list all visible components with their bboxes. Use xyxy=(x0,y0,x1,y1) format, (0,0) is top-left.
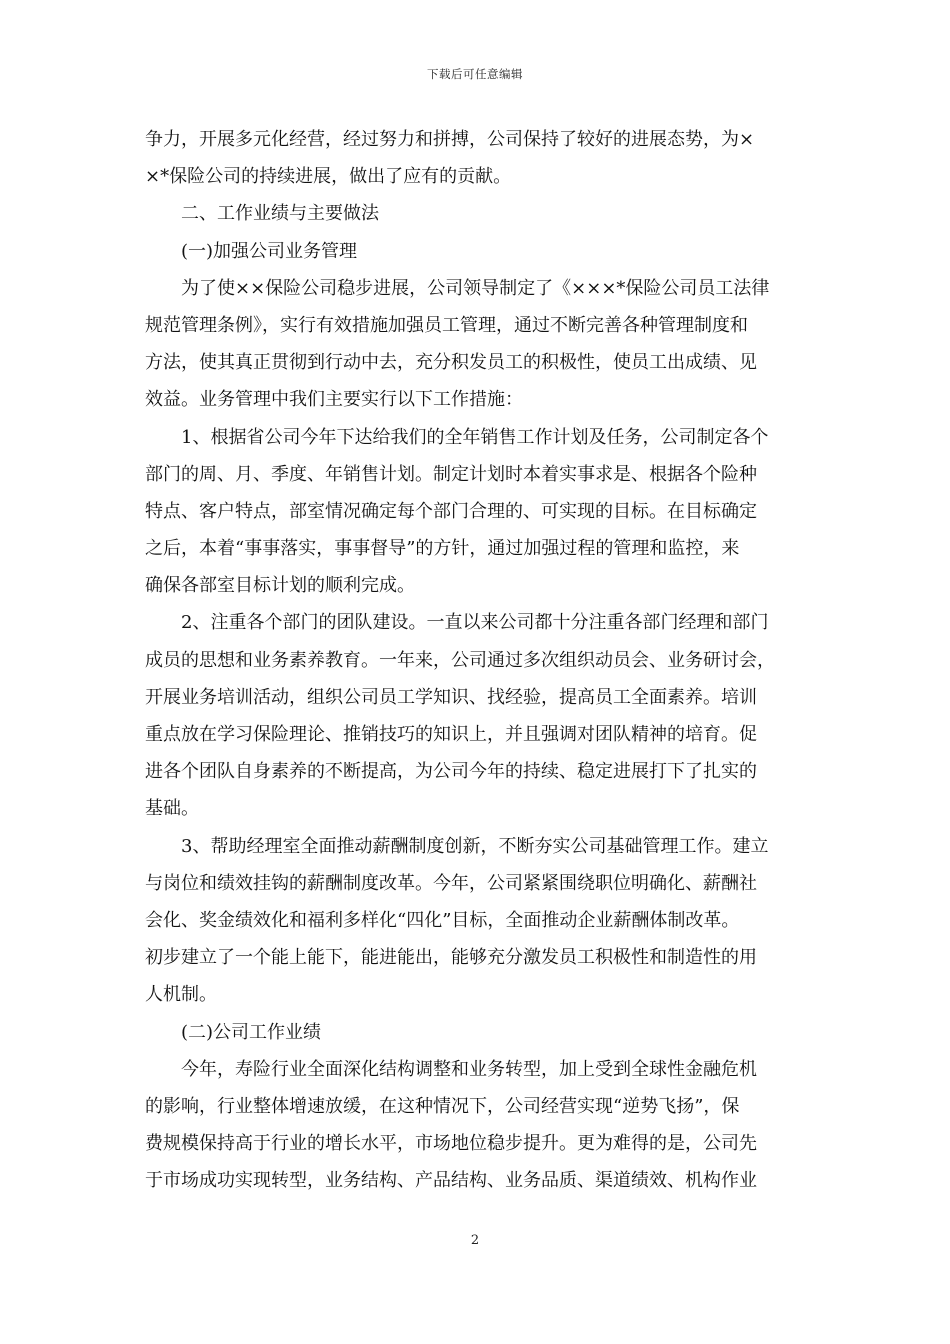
text-line: 今年，寿险行业全面深化结构调整和业务转型，加上受到全球性金融危机 xyxy=(181,1058,757,1080)
text-line: 3、帮助经理室全面推动薪酬制度创新，不断夯实公司基础管理工作。建立 xyxy=(181,835,769,857)
text-line: 部门的周、月、季度、年销售计划。制定计划时本着实事求是、根据各个险种 xyxy=(145,463,757,485)
text-line: 2、注重各个部门的团队建设。一直以来公司都十分注重各部门经理和部门 xyxy=(181,612,769,634)
text-line: ×*保险公司的持续进展，做出了应有的贡献。 xyxy=(145,166,512,188)
document-body xyxy=(145,121,807,1199)
text-line: (二)公司工作业绩 xyxy=(181,1021,322,1043)
text-line: 特点、客户特点，部室情况确定每个部门合理的、可实现的目标。在目标确定 xyxy=(145,500,757,522)
text-line: 费规模保持高于行业的增长水平，市场地位稳步提升。更为难得的是，公司先 xyxy=(145,1133,757,1155)
text-line: 的影响，行业整体增速放缓，在这种情况下，公司经营实现“逆势飞扬”，保 xyxy=(145,1095,740,1117)
text-line: 成员的思想和业务素养教育。一年来，公司通过多次组织动员会、业务研讨会， xyxy=(145,649,775,671)
text-line: 会化、奖金绩效化和福利多样化“四化”目标，全面推动企业薪酬体制改革。 xyxy=(145,909,740,931)
text-line: 开展业务培训活动，组织公司员工学知识、找经验，提高员工全面素养。培训 xyxy=(145,686,757,708)
text-line: 1、根据省公司今年下达给我们的全年销售工作计划及任务，公司制定各个 xyxy=(181,426,769,448)
page-header: 下载后可任意编辑 xyxy=(427,67,523,81)
text-line: 方法，使其真正贯彻到行动中去，充分积发员工的积极性，使员工出成绩、见 xyxy=(145,352,757,374)
text-line: 规范管理条例》，实行有效措施加强员工管理，通过不断完善各种管理制度和 xyxy=(145,314,748,336)
text-line: 初步建立了一个能上能下，能进能出，能够充分激发员工积极性和制造性的用 xyxy=(145,947,757,969)
text-line: 之后，本着“事事落实，事事督导”的方针，通过加强过程的管理和监控，来 xyxy=(145,538,740,560)
text-line: 与岗位和绩效挂钩的薪酬制度改革。今年，公司紧紧围绕职位明确化、薪酬社 xyxy=(145,872,757,894)
text-line: 基础。 xyxy=(145,798,199,820)
text-line: 进各个团队自身素养的不断提高，为公司今年的持续、稳定进展打下了扎实的 xyxy=(145,761,757,783)
text-line: (一)加强公司业务管理 xyxy=(181,240,358,262)
text-line: 为了使××保险公司稳步进展，公司领导制定了《×××*保险公司员工法律 xyxy=(181,277,770,299)
text-line: 争力，开展多元化经营，经过努力和拼搏，公司保持了较好的进展态势，为× xyxy=(145,129,755,150)
text-line: 于市场成功实现转型，业务结构、产品结构、业务品质、渠道绩效、机构作业 xyxy=(145,1170,757,1192)
text-line: 二、工作业绩与主要做法 xyxy=(181,203,379,225)
page-number: 2 xyxy=(470,1233,480,1248)
text-line: 效益。业务管理中我们主要实行以下工作措施： xyxy=(145,389,523,411)
text-line: 人机制。 xyxy=(145,984,217,1006)
text-line: 确保各部室目标计划的顺利完成。 xyxy=(145,575,415,597)
text-line: 重点放在学习保险理论、推销技巧的知识上，并且强调对团队精神的培育。促 xyxy=(145,724,757,745)
